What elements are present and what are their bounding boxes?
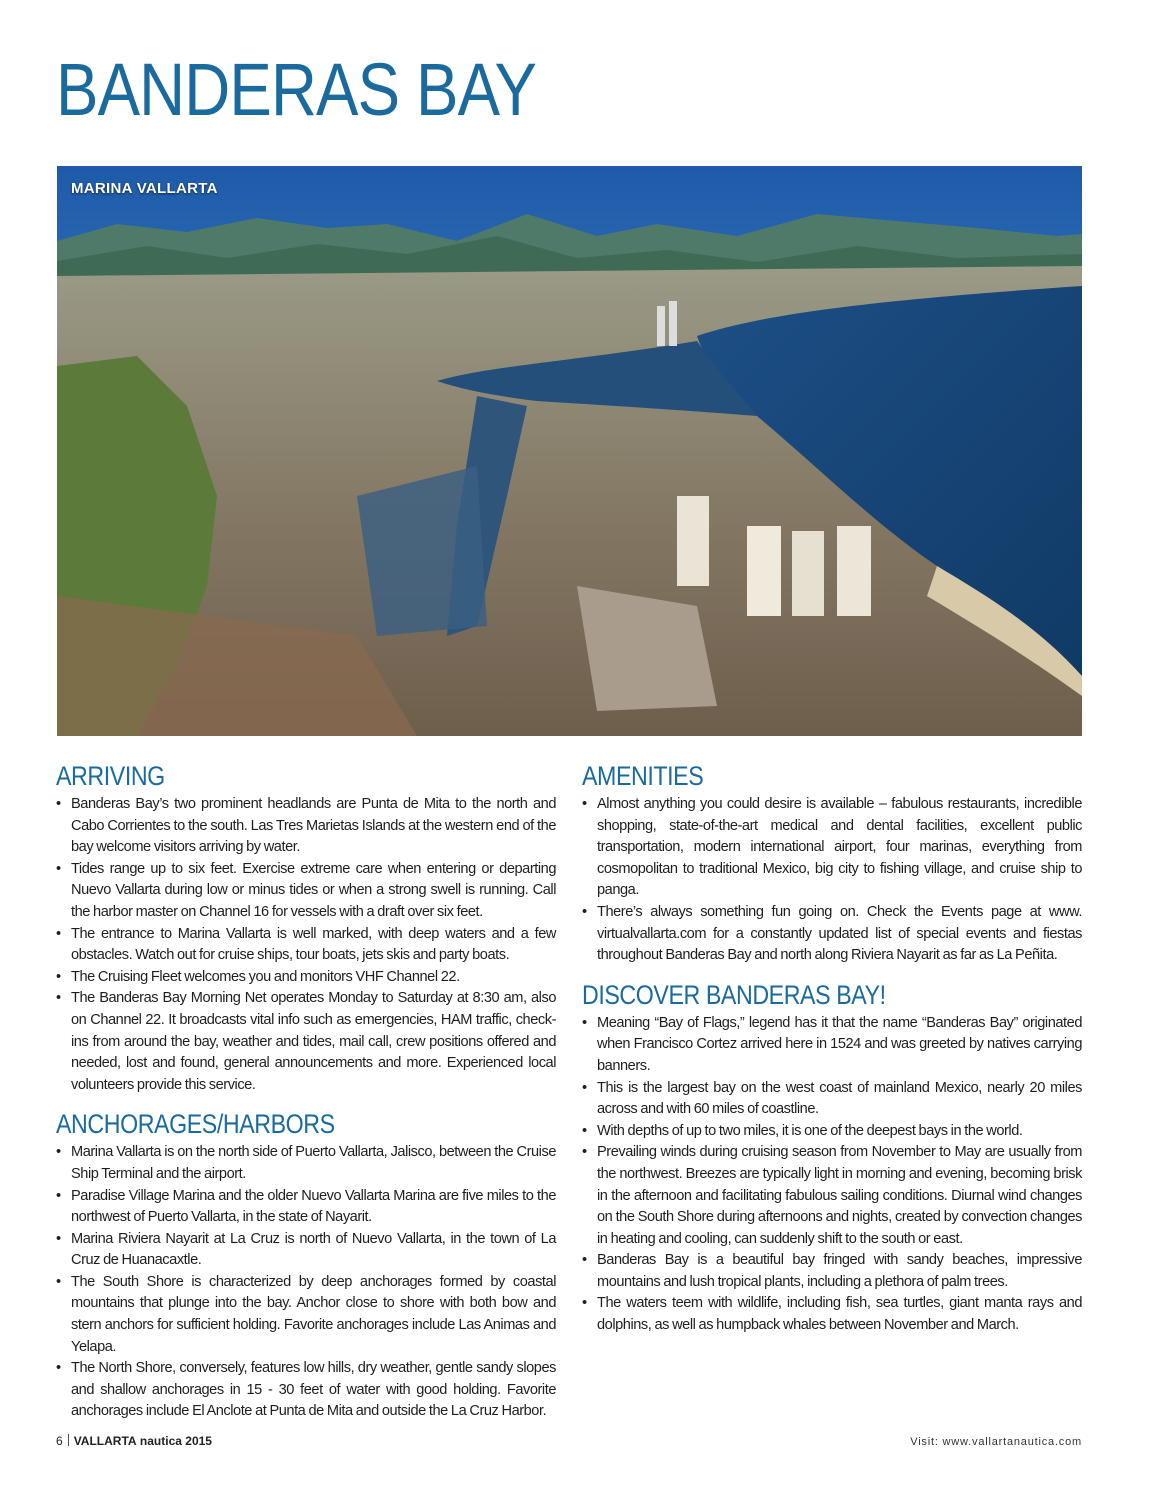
bullet-item: • Banderas Bay is a beautiful bay fringed with sandy beaches, impressive mountains and lush tropical plants, including a plethora of palm trees.	[582, 1250, 1082, 1293]
section-heading: ANCHORAGES/HARBORS	[56, 1109, 335, 1140]
bullet-item: • With depths of up to two miles, it is one of the deepest bays in the world.	[582, 1121, 1082, 1143]
bullet-list	[56, 1142, 556, 1423]
bullet-list	[582, 794, 1082, 967]
section-heading: DISCOVER BANDERAS BAY!	[582, 979, 886, 1010]
bullet-item: • Banderas Bay’s two prominent headlands are Punta de Mita to the north and Cabo Corrientes to the south. Las Tres Marietas Islands at the western end of the bay welcome visitors arriving by water.	[56, 794, 556, 859]
bullet-item: • Marina Vallarta is on the north side of Puerto Vallarta, Jalisco, between the Cruise Ship Terminal and the airport.	[56, 1142, 556, 1185]
bullet-item: • The Banderas Bay Morning Net operates Monday to Saturday at 8:30 am, also on Channel 22. It broadcasts vital info such as emergencies, HAM traffic, check-ins from around the bay, weather and tides, mail call, crew positions offered and needed, lost and found, general announcements and more. Experienced local volunteers provide this service.	[56, 988, 556, 1096]
bullet-item: • Prevailing winds during cruising season from November to May are usually from the northwest. Breezes are typically light in morning and evening, becoming brisk in the afternoon and facilitating fabulous sailing conditions. Diurnal wind changes on the South Shore during afternoons and nights, created by convection changes in heating and cooling, can suddenly shift to the south or east.	[582, 1142, 1082, 1250]
section-arriving	[56, 760, 556, 1096]
bullet-item: • The entrance to Marina Vallarta is well marked, with deep waters and a few obstacles. Watch out for cruise ships, tour boats, jets skis and party boats.	[56, 924, 556, 967]
page-number: 6	[56, 1434, 63, 1448]
bullet-item: • Paradise Village Marina and the older Nuevo Vallarta Marina are five miles to the northwest of Puerto Vallarta, in the state of Nayarit.	[56, 1186, 556, 1229]
section-heading: ARRIVING	[56, 761, 165, 791]
bullet-item: • Tides range up to six feet. Exercise extreme care when entering or departing Nuevo Vallarta during low or minus tides or when a strong swell is running. Call the harbor master on Channel 16 for vessels with a draft over six feet.	[56, 859, 556, 924]
bullet-item: • The waters teem with wildlife, including fish, sea turtles, giant manta rays and dolphins, as well as humpback whales between November and March.	[582, 1293, 1082, 1336]
page-title: BANDERAS BAY	[56, 48, 537, 131]
section-amenities	[582, 760, 1082, 967]
section-discover-banderas-bay	[582, 979, 1082, 1337]
footer-divider	[68, 1434, 69, 1446]
footer-publication: nautica 2015	[139, 1434, 212, 1448]
section-heading: AMENITIES	[582, 761, 704, 791]
right-column	[582, 760, 1082, 1349]
bullet-list	[56, 794, 556, 1096]
aerial-photo	[57, 166, 1082, 736]
bullet-item: • The North Shore, conversely, features low hills, dry weather, gentle sandy slopes and shallow anchorages in 15 - 30 feet of water with good holding. Favorite anchorages include El Anclote at Punta de Mita and outside the La Cruz Harbor.	[56, 1358, 556, 1423]
footer-url: Visit: www.vallartanautica.com	[910, 1436, 1082, 1448]
bullet-item: • Meaning “Bay of Flags,” legend has it that the name “Banderas Bay” originated when Francisco Cortez arrived here in 1524 and was greeted by natives carrying banners.	[582, 1013, 1082, 1078]
left-column	[56, 760, 556, 1435]
bullet-list	[582, 1013, 1082, 1337]
photo-caption: MARINA VALLARTA	[71, 180, 218, 197]
bullet-item: • This is the largest bay on the west coast of mainland Mexico, nearly 20 miles across and with 60 miles of coastline.	[582, 1078, 1082, 1121]
bullet-item: • Almost anything you could desire is available – fabulous restaurants, incredible shopping, state-of-the-art medical and dental facilities, excellent public transportation, modern international airport, four marinas, everything from cosmopolitan to traditional Mexico, big city to fishing village, and cruise ship to panga.	[582, 794, 1082, 902]
bullet-item: • The Cruising Fleet welcomes you and monitors VHF Channel 22.	[56, 967, 556, 989]
footer-brand: VALLARTA	[73, 1434, 137, 1448]
footer-folio	[56, 1434, 212, 1448]
aerial-photo-illustration	[57, 166, 1082, 736]
bullet-item: • There’s always something fun going on. Check the Events page at www. virtualvallarta.com for a constantly updated list of special events and fiestas throughout Banderas Bay and north along Riviera Nayarit as far as La Peñita.	[582, 902, 1082, 967]
bullet-item: • Marina Riviera Nayarit at La Cruz is north of Nuevo Vallarta, in the town of La Cruz de Huanacaxtle.	[56, 1229, 556, 1272]
section-anchorages-harbors	[56, 1108, 556, 1423]
bullet-item: • The South Shore is characterized by deep anchorages formed by coastal mountains that plunge into the bay. Anchor close to shore with both bow and stern anchors for sufficient holding. Favorite anchorages include Las Animas and Yelapa.	[56, 1272, 556, 1358]
